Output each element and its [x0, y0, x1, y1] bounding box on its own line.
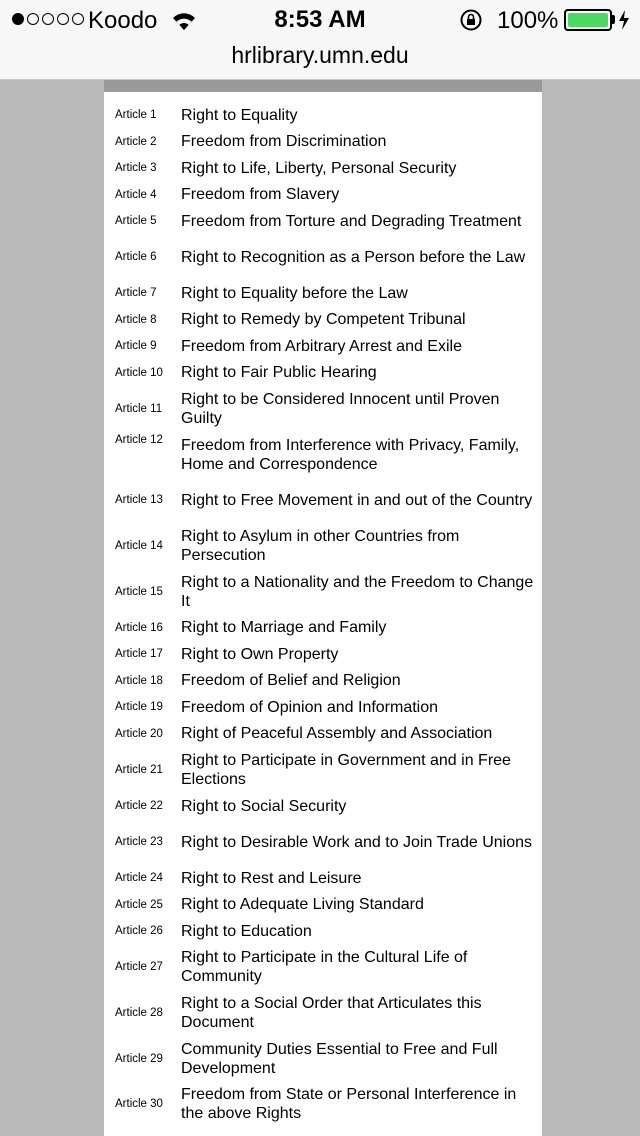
- article-list: [104, 102, 542, 1127]
- article-title[interactable]: Freedom from Discrimination: [181, 133, 387, 151]
- article-row[interactable]: [104, 155, 542, 182]
- article-title[interactable]: Right to be Considered Innocent until Proven Guilty: [181, 391, 500, 428]
- article-row[interactable]: [104, 523, 542, 569]
- article-row[interactable]: [104, 432, 542, 478]
- article-row[interactable]: [104, 668, 542, 695]
- battery-level-fill: [568, 13, 608, 27]
- article-title[interactable]: Community Duties Essential to Free and Full Development: [181, 1040, 498, 1077]
- article-number: Article 25: [115, 898, 163, 911]
- article-number: Article 10: [115, 366, 163, 379]
- article-title[interactable]: Freedom from Arbitrary Arrest and Exile: [181, 337, 462, 355]
- article-title[interactable]: Freedom of Belief and Religion: [181, 672, 401, 690]
- article-title[interactable]: Right to Remedy by Competent Tribunal: [181, 311, 466, 329]
- article-row[interactable]: [104, 182, 542, 209]
- article-row[interactable]: [104, 569, 542, 615]
- article-title[interactable]: Right to Asylum in other Countries from Persecution: [181, 528, 460, 565]
- browser-top-bar: [0, 0, 640, 80]
- rotation-lock-icon: [459, 9, 483, 31]
- article-title[interactable]: Right to Adequate Living Standard: [181, 896, 424, 914]
- article-number: Article 14: [115, 540, 163, 553]
- article-row[interactable]: [104, 721, 542, 748]
- article-row[interactable]: [104, 945, 542, 991]
- article-number: Article 23: [115, 836, 163, 849]
- article-title[interactable]: Right to Life, Liberty, Personal Security: [181, 159, 457, 177]
- article-title[interactable]: Right to Desirable Work and to Join Trade Unions: [181, 833, 532, 851]
- article-number: Article 29: [115, 1052, 163, 1065]
- article-title[interactable]: Right to Fair Public Hearing: [181, 364, 377, 382]
- article-number: Article 18: [115, 674, 163, 687]
- article-row[interactable]: [104, 865, 542, 892]
- status-bar: [0, 0, 640, 40]
- article-row[interactable]: [104, 1082, 542, 1128]
- article-title[interactable]: Right to Equality: [181, 106, 298, 124]
- article-row[interactable]: [104, 333, 542, 360]
- article-number: Article 16: [115, 621, 163, 634]
- article-row[interactable]: [104, 235, 542, 281]
- article-number: Article 3: [115, 162, 157, 175]
- article-number: Article 17: [115, 648, 163, 661]
- article-number: Article 15: [115, 585, 163, 598]
- article-title[interactable]: Freedom from Torture and Degrading Treatment: [181, 212, 522, 230]
- article-row[interactable]: [104, 478, 542, 524]
- article-row[interactable]: [104, 747, 542, 793]
- page-content: [104, 80, 542, 1136]
- article-number: Article 5: [115, 215, 157, 228]
- battery-percent: 100%: [497, 7, 559, 34]
- article-row[interactable]: [104, 102, 542, 129]
- article-number: Article 12: [115, 433, 163, 446]
- article-row[interactable]: [104, 615, 542, 642]
- article-row[interactable]: [104, 360, 542, 387]
- article-row[interactable]: [104, 819, 542, 865]
- article-title[interactable]: Right to Education: [181, 922, 312, 940]
- carrier-name: Koodo: [88, 7, 158, 34]
- article-row[interactable]: [104, 990, 542, 1036]
- article-number: Article 20: [115, 727, 163, 740]
- article-title[interactable]: Right of Peaceful Assembly and Association: [181, 725, 493, 743]
- article-title[interactable]: Right to Social Security: [181, 797, 347, 815]
- article-row[interactable]: [104, 208, 542, 235]
- article-number: Article 11: [115, 403, 163, 416]
- article-number: Article 13: [115, 494, 163, 507]
- article-row[interactable]: [104, 307, 542, 334]
- article-number: Article 7: [115, 287, 157, 300]
- article-title[interactable]: Right to Participate in the Cultural Life of Community: [181, 949, 468, 986]
- battery-icon: [564, 9, 612, 31]
- article-row[interactable]: [104, 386, 542, 432]
- article-number: Article 9: [115, 340, 157, 353]
- article-title[interactable]: Freedom from State or Personal Interference in the above Rights: [181, 1086, 517, 1123]
- article-title[interactable]: Right to Recognition as a Person before the Law: [181, 248, 526, 266]
- article-title[interactable]: Freedom of Opinion and Information: [181, 698, 439, 716]
- article-title[interactable]: Freedom from Slavery: [181, 186, 340, 204]
- article-number: Article 21: [115, 763, 163, 776]
- article-row[interactable]: [104, 129, 542, 156]
- article-title[interactable]: Right to Participate in Government and in Free Elections: [181, 751, 511, 788]
- article-row[interactable]: [104, 918, 542, 945]
- article-row[interactable]: [104, 280, 542, 307]
- article-number: Article 30: [115, 1098, 163, 1111]
- article-title[interactable]: Freedom from Interference with Privacy, Family, Home and Correspondence: [181, 436, 520, 473]
- article-number: Article 24: [115, 872, 163, 885]
- article-row[interactable]: [104, 694, 542, 721]
- article-title[interactable]: Right to a Nationality and the Freedom to Change It: [181, 573, 534, 610]
- article-title[interactable]: Right to Marriage and Family: [181, 619, 387, 637]
- article-number: Article 22: [115, 800, 163, 813]
- content-top-divider: [104, 80, 542, 92]
- article-row[interactable]: [104, 641, 542, 668]
- article-number: Article 27: [115, 961, 163, 974]
- article-title[interactable]: Right to Free Movement in and out of the Country: [181, 491, 533, 509]
- article-number: Article 4: [115, 188, 157, 201]
- article-number: Article 19: [115, 701, 163, 714]
- address-bar-url[interactable]: hrlibrary.umn.edu: [231, 42, 409, 68]
- battery-tip: [612, 15, 615, 24]
- article-row[interactable]: [104, 793, 542, 820]
- article-number: Article 28: [115, 1007, 163, 1020]
- article-number: Article 26: [115, 925, 163, 938]
- article-row[interactable]: [104, 892, 542, 919]
- article-title[interactable]: Right to Own Property: [181, 645, 339, 663]
- article-number: Article 1: [115, 109, 157, 122]
- article-title[interactable]: Right to a Social Order that Articulates this Document: [181, 995, 482, 1032]
- article-number: Article 6: [115, 251, 157, 264]
- article-row[interactable]: [104, 1036, 542, 1082]
- article-title[interactable]: Right to Equality before the Law: [181, 284, 408, 302]
- article-number: Article 8: [115, 313, 157, 326]
- charging-bolt-icon: [617, 9, 631, 31]
- article-title[interactable]: Right to Rest and Leisure: [181, 869, 362, 887]
- clock-time: 8:53 AM: [274, 6, 366, 33]
- article-number: Article 2: [115, 135, 157, 148]
